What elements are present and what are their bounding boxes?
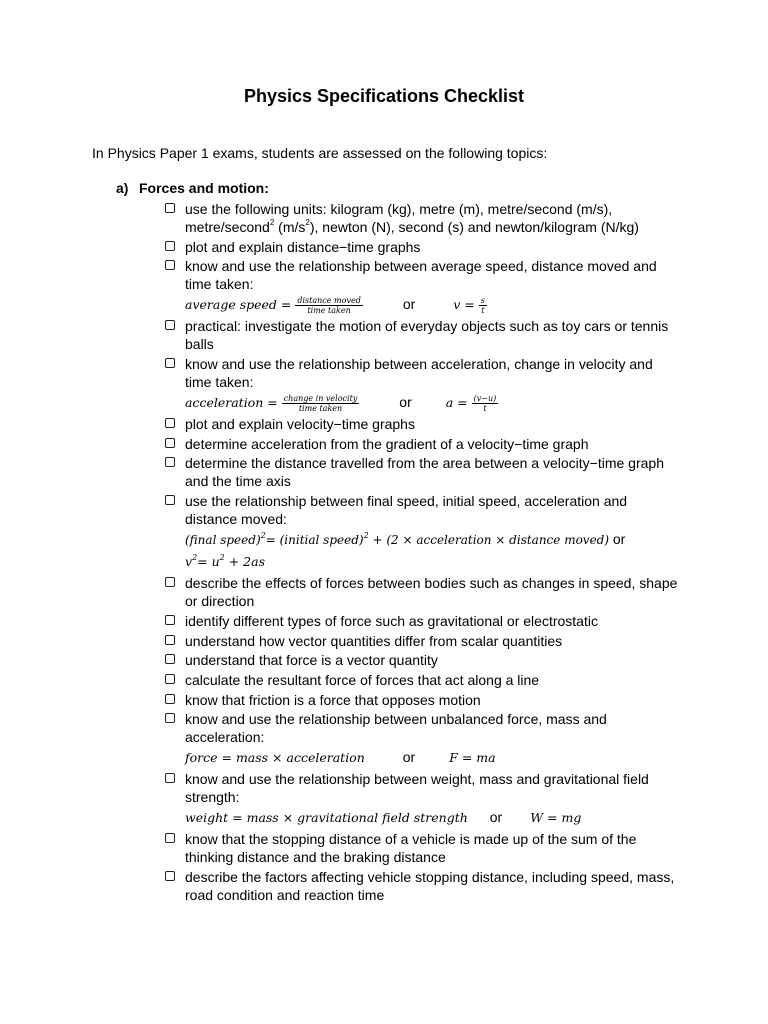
checkbox[interactable] — [165, 615, 175, 625]
checkbox[interactable] — [165, 773, 175, 783]
checkbox[interactable] — [165, 674, 175, 684]
page-title: Physics Specifications Checklist — [243, 86, 525, 106]
checkbox[interactable] — [165, 713, 175, 723]
list-item: know that the stopping distance of a vehicle is made up of the sum of the thinking distance and the braking distance — [163, 830, 683, 866]
fraction: $\frac{\text{change in velocity}}{\text{time taken}}$ — [283, 394, 358, 414]
equation-force: force = mass × acceleration or F = ma — [185, 749, 496, 766]
intro-text: In Physics Paper 1 exams, students are assessed on the following topics: — [92, 145, 548, 161]
equation-speed: average speed = $\frac{\text{distance moved}}{\text{time taken}}$ or v = $\frac{s}{t}$ — [185, 296, 485, 316]
checklist — [163, 200, 683, 906]
section-heading — [116, 180, 269, 196]
fraction: $\frac{\text{distance moved}}{\text{time taken}}$ — [297, 296, 361, 316]
list-item: identify different types of force such as gravitational or electrostatic — [163, 612, 683, 630]
checkbox[interactable] — [165, 438, 175, 448]
checkbox[interactable] — [165, 694, 175, 704]
equation-suvat: (final speed)$^2$= (initial speed)$^2$ + (2 × acceleration × distance moved) or — [185, 531, 626, 548]
checkbox[interactable] — [165, 358, 175, 368]
checkbox[interactable] — [165, 635, 175, 645]
list-item: practical: investigate the motion of everyday objects such as toy cars or tennis balls — [163, 317, 683, 353]
list-item: determine acceleration from the gradient of a velocity−time graph — [163, 435, 683, 453]
equation-weight: weight = mass × gravitational field strength or W = mg — [185, 809, 582, 826]
list-item: know and use the relationship between unbalanced force, mass and acceleration: force = mass × acceleration or F = ma — [163, 710, 683, 768]
fraction: $\frac{s}{t}$ — [480, 296, 485, 316]
list-item: know and use the relationship between weight, mass and gravitational field strength: weight = mass × gravitational field strength or W = mg — [163, 770, 683, 828]
checkbox[interactable] — [165, 457, 175, 467]
list-item: calculate the resultant force of forces that act along a line — [163, 671, 683, 689]
list-item: plot and explain distance−time graphs — [163, 238, 683, 256]
section-title: Forces and motion: — [139, 180, 269, 196]
checkbox[interactable] — [165, 260, 175, 270]
checkbox[interactable] — [165, 577, 175, 587]
checkbox[interactable] — [165, 320, 175, 330]
checkbox[interactable] — [165, 203, 175, 213]
fraction: $\frac{(v-u)}{t}$ — [473, 394, 497, 414]
list-item: understand that force is a vector quantity — [163, 651, 683, 669]
checkbox[interactable] — [165, 418, 175, 428]
list-item: use the relationship between final speed, initial speed, acceleration and distance moved: (final speed)$^2$= (initial speed)$^2$ + (2 × acceleration × distance moved) or $v^2= u^2 + 2as$ — [163, 492, 683, 572]
list-item: know that friction is a force that opposes motion — [163, 691, 683, 709]
checkbox[interactable] — [165, 871, 175, 881]
list-item: know and use the relationship between acceleration, change in velocity and time taken: acceleration = $\frac{\text{change in velocity}}{\text{time taken}}$ or a = $\frac{(v-u)}{t}$ — [163, 355, 683, 413]
list-item: use the following units: kilogram (kg), metre (m), metre/second (m/s), metre/second$^2$ $(m/s^2)$, newton (N), second (s) and newton/kilogram (N/kg) — [163, 200, 683, 236]
section-label: a) — [116, 180, 129, 196]
equation-suvat-short: $v^2= u^2 + 2as$ — [185, 552, 266, 570]
list-item: describe the effects of forces between bodies such as changes in speed, shape or direction — [163, 574, 683, 610]
equation-acceleration: acceleration = $\frac{\text{change in velocity}}{\text{time taken}}$ or a = $\frac{(v-u)}{t}$ — [185, 394, 497, 414]
checkbox[interactable] — [165, 241, 175, 251]
list-item: determine the distance travelled from the area between a velocity−time graph and the time axis — [163, 454, 683, 490]
checkbox[interactable] — [165, 833, 175, 843]
checkbox[interactable] — [165, 654, 175, 664]
checkbox[interactable] — [165, 495, 175, 505]
list-item: describe the factors affecting vehicle stopping distance, including speed, mass, road condition and reaction time — [163, 868, 683, 904]
list-item: know and use the relationship between average speed, distance moved and time taken: average speed = $\frac{\text{distance moved}}{\text{time taken}}$ or v = $\frac{s}{t}$ — [163, 257, 683, 315]
list-item: understand how vector quantities differ from scalar quantities — [163, 632, 683, 650]
list-item: plot and explain velocity−time graphs — [163, 415, 683, 433]
